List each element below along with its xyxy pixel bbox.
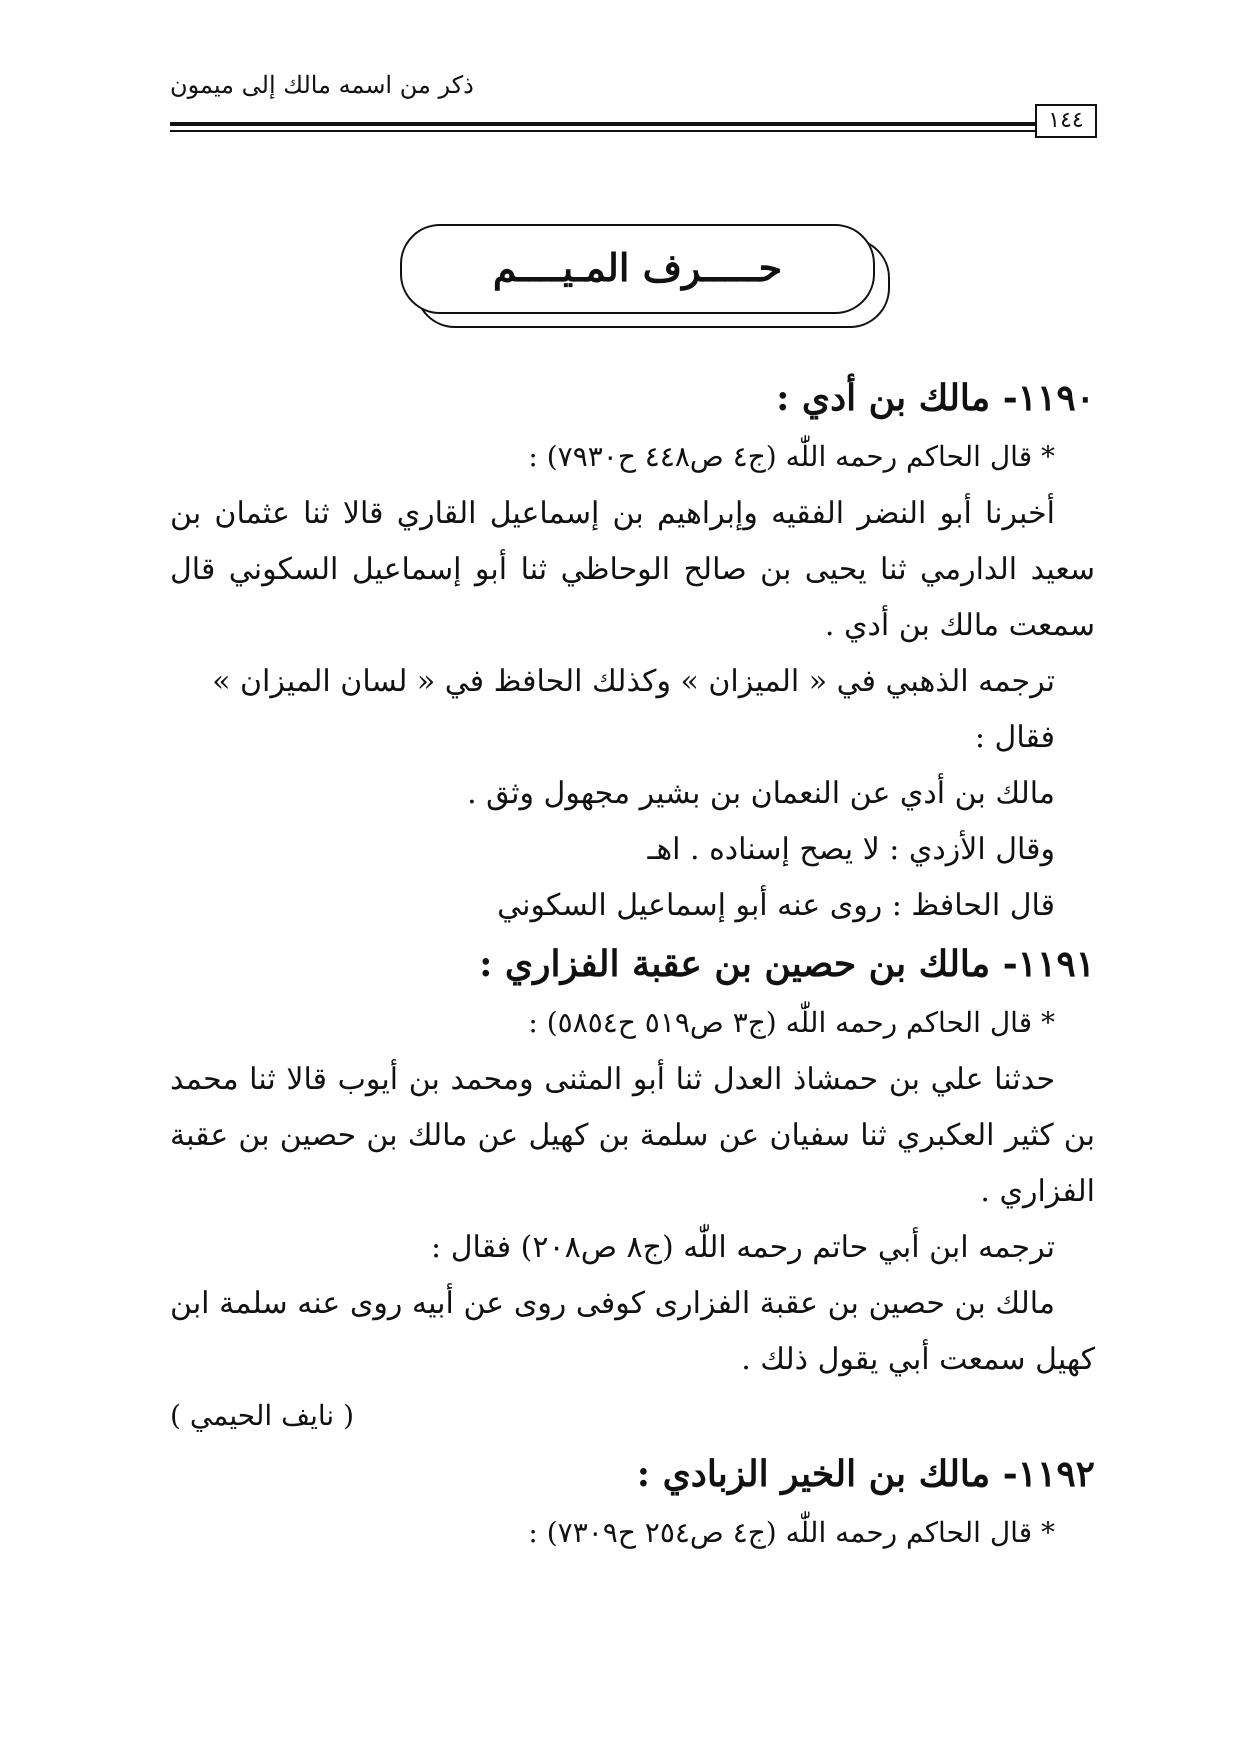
page-number: ١٤٤ xyxy=(1035,104,1097,138)
entry-isnad: حدثنا علي بن حمشاذ العدل ثنا أبو المثنى ومحمد بن أيوب قالا ثنا محمد بن كثير العكبري ثنا سفيان عن سلمة بن كهيل عن مالك بن حصين بن عقبة الفزاري . xyxy=(170,1062,1095,1209)
entry-note: قال الحافظ : روى عنه أبو إسماعيل السكوني xyxy=(497,888,1055,923)
page-content xyxy=(170,368,1095,1562)
entry-source: * قال الحاكم رحمه اللّٰه (ج٤ ص٢٥٤ ح٧٣٠٩) : xyxy=(528,1516,1055,1549)
running-title xyxy=(170,70,590,100)
entry-heading: ١١٩٢- مالك بن الخير الزبادي : xyxy=(636,1453,1095,1495)
running-title-text: ذكر من اسمه مالك إلى ميمون xyxy=(170,71,474,99)
entry-source: * قال الحاكم رحمه اللّٰه (ج٤ ص٤٤٨ ح٧٩٣٠) : xyxy=(528,440,1055,473)
entry-heading: ١١٩٠- مالك بن أدي : xyxy=(776,377,1095,419)
entry-note: ترجمه ابن أبي حاتم رحمه اللّٰه (ج٨ ص٢٠٨) فقال : xyxy=(431,1230,1055,1265)
entry-quote: مالك بن حصين بن عقبة الفزارى كوفى روى عن أبيه روى عنه سلمة ابن كهيل سمعت أبي يقول ذلك . xyxy=(170,1286,1095,1377)
entry-note: ترجمه الذهبي في « الميزان » وكذلك الحافظ في « لسان الميزان » فقال : xyxy=(212,664,1055,755)
entry-signature: ( نايف الحيمي ) xyxy=(170,1399,355,1432)
entry-source: * قال الحاكم رحمه اللّٰه (ج٣ ص٥١٩ ح٥٨٥٤) : xyxy=(528,1006,1055,1039)
header-rule-thick xyxy=(170,122,1095,126)
entry-note: مالك بن أدي عن النعمان بن بشير مجهول وثق . xyxy=(467,776,1055,811)
entry-note: وقال الأزدي : لا يصح إسناده . اهـ xyxy=(647,832,1055,867)
entry-heading: ١١٩١- مالك بن حصين بن عقبة الفزاري : xyxy=(479,943,1095,985)
header-rule-thin xyxy=(170,130,1095,132)
entry-isnad: أخبرنا أبو النضر الفقيه وإبراهيم بن إسماعيل القاري قالا ثنا عثمان بن سعيد الدارمي ثنا يحيى بن صالح الوحاظي ثنا أبو إسماعيل السكوني قال سمعت مالك بن أدي . xyxy=(170,496,1095,643)
chapter-title: حـــــرف المـيــــم xyxy=(400,224,875,314)
